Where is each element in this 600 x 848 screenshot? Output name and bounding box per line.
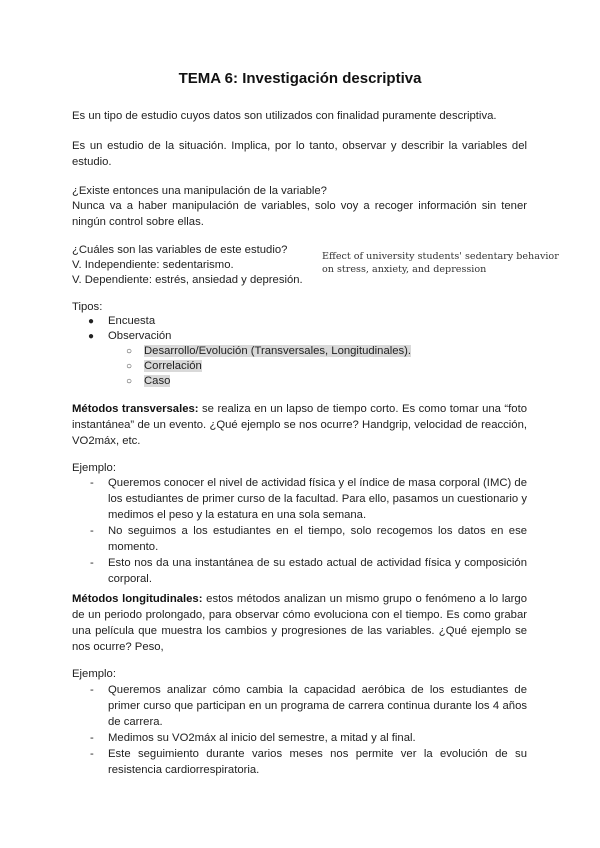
- observacion-sublist: [126, 344, 411, 389]
- list-item: - Esto nos da una instantánea de su estado actual de actividad física y composición corporal.: [90, 557, 527, 585]
- ejemplo-label-2: Ejemplo:: [72, 668, 116, 680]
- list-item: - Queremos conocer el nivel de actividad física y el índice de masa corporal (IMC) de los estudiantes de primer curso de la facultad. Para ello, pasamos un cuestionario y medimos el peso y la estatura en una sola semana.: [90, 477, 527, 521]
- tipos-list: [72, 314, 171, 344]
- list-item: - No seguimos a los estudiantes en el tiempo, solo recogemos los datos en ese momento.: [90, 525, 527, 553]
- heading-transversales: Métodos transversales:: [72, 403, 199, 415]
- ejemplo-list-2: [90, 682, 527, 778]
- question-variables: ¿Cuáles son las variables de este estudio?: [72, 244, 288, 256]
- list-item: - Queremos analizar cómo cambia la capacidad aeróbica de los estudiantes de primer curso que participan en un programa de carrera continua durante los 4 años de carrera.: [90, 684, 527, 728]
- list-item: - Medimos su VO2máx al inicio del semestre, a mitad y al final.: [90, 732, 416, 744]
- answer-manipulation: Nunca va a haber manipulación de variables, solo voy a recoger información sin tener ningún control sobre ellas.: [72, 200, 527, 228]
- list-item: - Este seguimiento durante varios meses nos permite ver la evolución de su resistencia cardiorrespiratoria.: [90, 748, 527, 776]
- question-manipulation: ¿Existe entonces una manipulación de la variable?: [72, 185, 327, 197]
- dash-bullet-icon: -: [90, 748, 94, 760]
- heading-longitudinales: Métodos longitudinales:: [72, 593, 203, 605]
- dash-bullet-icon: -: [90, 477, 94, 489]
- dependent-variable: V. Dependiente: estrés, ansiedad y depresión.: [72, 274, 303, 286]
- paragraph-definition: Es un tipo de estudio cuyos datos son utilizados con finalidad puramente descriptiva.: [72, 110, 497, 122]
- independent-variable: V. Independiente: sedentarismo.: [72, 259, 234, 271]
- bullet-icon: ●: [88, 331, 95, 342]
- list-item: ● Encuesta: [88, 315, 156, 327]
- paragraph-longitudinales: Métodos longitudinales: estos métodos analizan un mismo grupo o fenómeno a lo largo de un periodo prolongado, para observar cómo evoluciona con el tiempo. Es como grabar una película que muestra los cambios y progresiones de las variables. ¿Qué ejemplo se nos ocurre? Peso,: [72, 593, 527, 653]
- dash-bullet-icon: -: [90, 732, 94, 744]
- tipos-label: Tipos:: [72, 301, 103, 313]
- list-item: ○ Caso: [126, 375, 171, 387]
- ejemplo-label-1: Ejemplo:: [72, 462, 116, 474]
- paragraph-transversales: Métodos transversales: se realiza en un lapso de tiempo corto. Es como tomar una “foto instantánea” de un evento. ¿Qué ejemplo se nos ocurre? Handgrip, velocidad de reacción, VO2máx, etc.: [72, 403, 527, 447]
- circle-bullet-icon: ○: [126, 361, 133, 372]
- list-item: ● Observación: [88, 330, 172, 342]
- dash-bullet-icon: -: [90, 525, 94, 537]
- dash-bullet-icon: -: [90, 684, 94, 696]
- figure-caption: Effect of university students' sedentary behavior on stress, anxiety, and depression: [322, 251, 559, 275]
- circle-bullet-icon: ○: [126, 346, 133, 357]
- list-item: ○ Desarrollo/Evolución (Transversales, Longitudinales).: [126, 345, 412, 357]
- circle-bullet-icon: ○: [126, 376, 133, 387]
- bullet-icon: ●: [88, 316, 95, 327]
- ejemplo-list-1: [90, 475, 527, 587]
- list-item: ○ Correlación: [126, 360, 202, 372]
- dash-bullet-icon: -: [90, 557, 94, 569]
- page-title: TEMA 6: Investigación descriptiva: [178, 70, 422, 87]
- paragraph-description: Es un estudio de la situación. Implica, por lo tanto, observar y describir la variables del estudio.: [72, 140, 527, 168]
